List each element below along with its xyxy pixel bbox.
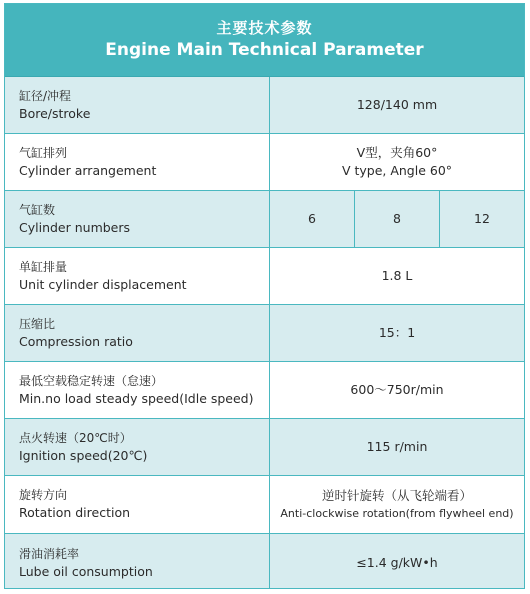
row-label bbox=[5, 77, 270, 133]
label-en: Compression ratio bbox=[19, 333, 133, 349]
label-zh: 缸径/冲程 bbox=[19, 88, 72, 103]
table-header bbox=[5, 4, 524, 77]
label-zh: 滑油消耗率 bbox=[19, 546, 80, 561]
row-label bbox=[5, 134, 270, 190]
label-zh: 最低空载稳定转速（怠速） bbox=[19, 373, 164, 388]
value-line-1: 逆时针旋转（从飞轮端看） bbox=[321, 487, 472, 503]
row-value: 1.8 L bbox=[270, 248, 524, 304]
label-zh: 气缸排列 bbox=[19, 145, 68, 160]
title-en: Engine Main Technical Parameter bbox=[105, 40, 424, 60]
row-value: 600～750r/min bbox=[270, 362, 524, 418]
label-en: Min.no load steady speed(Idle speed) bbox=[19, 390, 254, 406]
table-row-rotation-direction bbox=[5, 476, 524, 534]
table-row-idle-speed bbox=[5, 362, 524, 419]
table-row-cylinder-numbers bbox=[5, 191, 524, 248]
label-en: Rotation direction bbox=[19, 505, 131, 520]
table-row-cylinder-arrangement bbox=[5, 134, 524, 191]
row-label bbox=[5, 248, 270, 304]
row-value-8: 8 bbox=[354, 191, 439, 247]
row-value-6: 6 bbox=[270, 191, 354, 247]
row-value: 128/140 mm bbox=[270, 77, 524, 133]
value-line-1: V型，夹角60° bbox=[356, 145, 438, 160]
parameter-table bbox=[4, 3, 525, 589]
table-row-lube-oil bbox=[5, 534, 524, 589]
table-row-ignition-speed bbox=[5, 419, 524, 476]
value-line-2: V type, Angle 60° bbox=[341, 163, 453, 178]
row-label bbox=[5, 534, 270, 589]
title-zh: 主要技术参数 bbox=[216, 19, 313, 37]
row-label bbox=[5, 191, 270, 247]
row-label bbox=[5, 419, 270, 475]
label-en: Lube oil consumption bbox=[19, 563, 153, 579]
label-en: Cylinder numbers bbox=[19, 219, 131, 235]
label-zh: 单缸排量 bbox=[19, 259, 68, 274]
table-row-displacement bbox=[5, 248, 524, 305]
row-label bbox=[5, 362, 270, 418]
row-value-12: 12 bbox=[439, 191, 524, 247]
row-label bbox=[5, 476, 270, 533]
value-line-2: Anti-clockwise rotation(from flywheel end) bbox=[280, 506, 514, 520]
label-en: Bore/stroke bbox=[19, 105, 91, 121]
row-value: 15：1 bbox=[270, 305, 524, 361]
label-zh: 压缩比 bbox=[19, 316, 56, 331]
row-label bbox=[5, 305, 270, 361]
table-row-compression-ratio bbox=[5, 305, 524, 362]
row-value: ≤1.4 g/kW•h bbox=[270, 534, 524, 589]
label-zh: 点火转速（20℃时） bbox=[19, 430, 132, 445]
label-zh: 气缸数 bbox=[19, 202, 56, 217]
row-value bbox=[270, 134, 524, 190]
label-en: Cylinder arrangement bbox=[19, 162, 157, 178]
label-en: Unit cylinder displacement bbox=[19, 276, 187, 292]
row-value: 115 r/min bbox=[270, 419, 524, 475]
label-zh: 旋转方向 bbox=[19, 488, 68, 502]
table-row-bore-stroke bbox=[5, 77, 524, 134]
row-value bbox=[270, 476, 524, 533]
label-en: Ignition speed(20℃) bbox=[19, 447, 148, 463]
